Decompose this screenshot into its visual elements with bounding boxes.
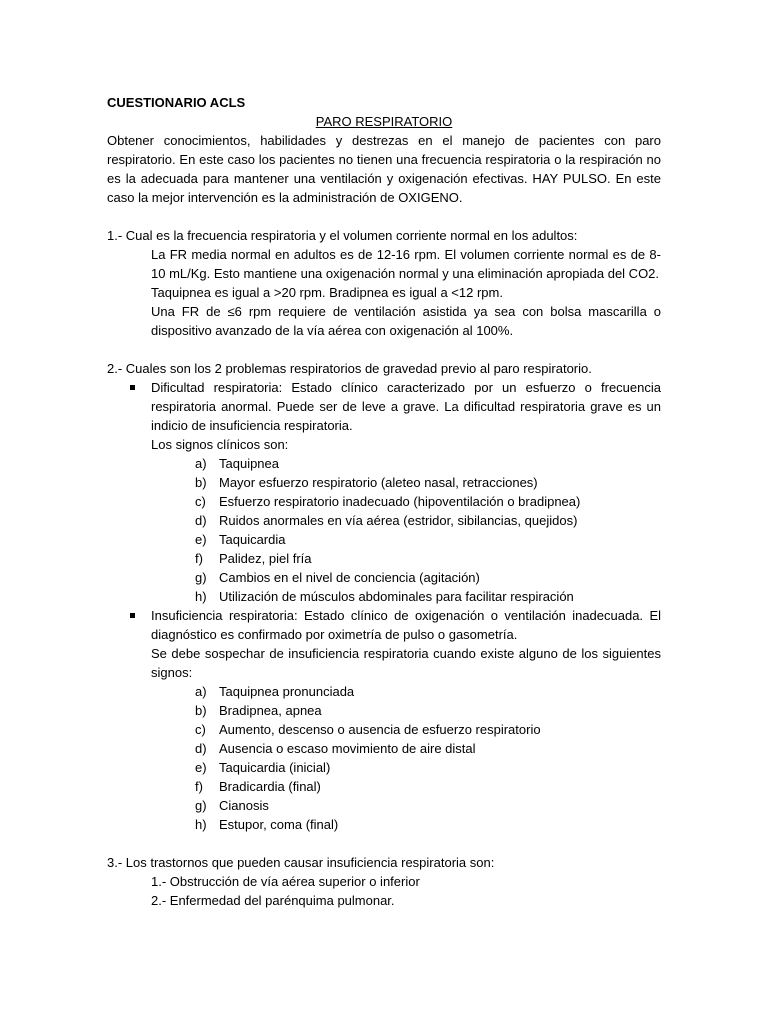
list-item [195, 682, 661, 701]
spacer [107, 207, 661, 226]
list-item-text: Cianosis [219, 798, 269, 813]
list-marker: a) [195, 456, 207, 471]
list-marker: e) [195, 532, 207, 547]
question-3: 3.- Los trastornos que pueden causar insuficiencia respiratoria son: [107, 855, 495, 870]
list-item [195, 758, 661, 777]
spacer [107, 834, 661, 853]
list-item [195, 473, 661, 492]
list-marker: d) [195, 513, 207, 528]
list-item-text: Palidez, piel fría [219, 551, 312, 566]
list-marker: f) [195, 551, 203, 566]
list-item [195, 701, 661, 720]
list-item [195, 587, 661, 606]
list-marker: a) [195, 684, 207, 699]
list-item-text: Taquicardia (inicial) [219, 760, 331, 775]
list-marker: f) [195, 779, 203, 794]
list-item [195, 777, 661, 796]
list-item [195, 815, 661, 834]
list-marker: c) [195, 494, 206, 509]
disorders-list [107, 872, 661, 910]
intro-paragraph: Obtener conocimientos, habilidades y destrezas en el manejo de pacientes con paro respiratorio. En este caso los pacientes no tienen una frecuencia respiratoria o la respiración no es la adecuada para mantener una ventilación y oxigenación efectivas. HAY PULSO. En este caso la mejor intervención es la administración de OXIGENO. [107, 133, 661, 205]
bullet-dificultad-respiratoria [107, 378, 661, 454]
list-marker: d) [195, 741, 207, 756]
list-marker: c) [195, 722, 206, 737]
question-2: 2.- Cuales son los 2 problemas respiratorios de gravedad previo al paro respiratorio. [107, 361, 592, 376]
list-marker: h) [195, 589, 207, 604]
list-item-text: Taquipnea pronunciada [219, 684, 355, 699]
list-marker: b) [195, 475, 207, 490]
list-item: 2.- Enfermedad del parénquima pulmonar. [151, 893, 395, 908]
answer-1-rates: Taquipnea es igual a >20 rpm. Bradipnea es igual a <12 rpm. [151, 285, 503, 300]
list-item [195, 511, 661, 530]
list-item [195, 530, 661, 549]
square-bullet-icon [130, 613, 135, 618]
list-item [195, 549, 661, 568]
signs-label: Los signos clínicos son: [151, 437, 289, 452]
section-title: PARO RESPIRATORIO [315, 114, 453, 129]
list-item [195, 796, 661, 815]
list-marker: g) [195, 570, 207, 585]
list-item-text: Aumento, descenso o ausencia de esfuerzo respiratorio [219, 722, 541, 737]
list-item-text: Bradipnea, apnea [219, 703, 322, 718]
suspect-paragraph: Se debe sospechar de insuficiencia respiratoria cuando existe alguno de los siguientes signos: [151, 646, 661, 680]
bullet-insuficiencia-respiratoria [107, 606, 661, 682]
list-item-text: Taquipnea [219, 456, 279, 471]
square-bullet-icon [130, 385, 135, 390]
list-marker: h) [195, 817, 207, 832]
spacer [107, 340, 661, 359]
signs-list-dificultad [107, 454, 661, 606]
document-body [107, 93, 661, 910]
list-item [195, 720, 661, 739]
list-item-text: Taquicardia [219, 532, 286, 547]
signs-list-insuficiencia [107, 682, 661, 834]
list-marker: b) [195, 703, 207, 718]
list-item-text: Estupor, coma (final) [219, 817, 339, 832]
list-item [195, 739, 661, 758]
list-marker: g) [195, 798, 207, 813]
bullet-text: Insuficiencia respiratoria: Estado clínico de oxigenación o ventilación inadecuada. El diagnóstico es confirmado por oximetría de pulso o gasometría. [151, 608, 661, 642]
list-item-text: Ausencia o escaso movimiento de aire distal [219, 741, 476, 756]
answer-1-paragraph: La FR media normal en adultos es de 12-16 rpm. El volumen corriente normal es de 8-10 mL/Kg. Esto mantiene una oxigenación normal y una eliminación apropiada del CO2. [151, 247, 661, 281]
list-item-text: Esfuerzo respiratorio inadecuado (hipoventilación o bradipnea) [219, 494, 581, 509]
list-item-text: Ruidos anormales en vía aérea (estridor, sibilancias, quejidos) [219, 513, 578, 528]
list-item-text: Cambios en el nivel de conciencia (agitación) [219, 570, 480, 585]
list-item: 1.- Obstrucción de vía aérea superior o inferior [151, 874, 420, 889]
list-item-text: Utilización de músculos abdominales para facilitar respiración [219, 589, 574, 604]
question-1: 1.- Cual es la frecuencia respiratoria y el volumen corriente normal en los adultos: [107, 228, 578, 243]
list-item-text: Bradicardia (final) [219, 779, 321, 794]
document-heading: CUESTIONARIO ACLS [107, 95, 246, 110]
list-item [195, 454, 661, 473]
answer-1-ventilation: Una FR de ≤6 rpm requiere de ventilación asistida ya sea con bolsa mascarilla o dispositivo avanzado de la vía aérea con oxigenación al 100%. [151, 304, 661, 338]
bullet-text: Dificultad respiratoria: Estado clínico caracterizado por un esfuerzo o frecuencia respiratoria anormal. Puede ser de leve a grave. La dificultad respiratoria grave es un indicio de insuficiencia respiratoria. [151, 380, 661, 433]
list-item [195, 492, 661, 511]
list-marker: e) [195, 760, 207, 775]
list-item-text: Mayor esfuerzo respiratorio (aleteo nasal, retracciones) [219, 475, 538, 490]
list-item [195, 568, 661, 587]
